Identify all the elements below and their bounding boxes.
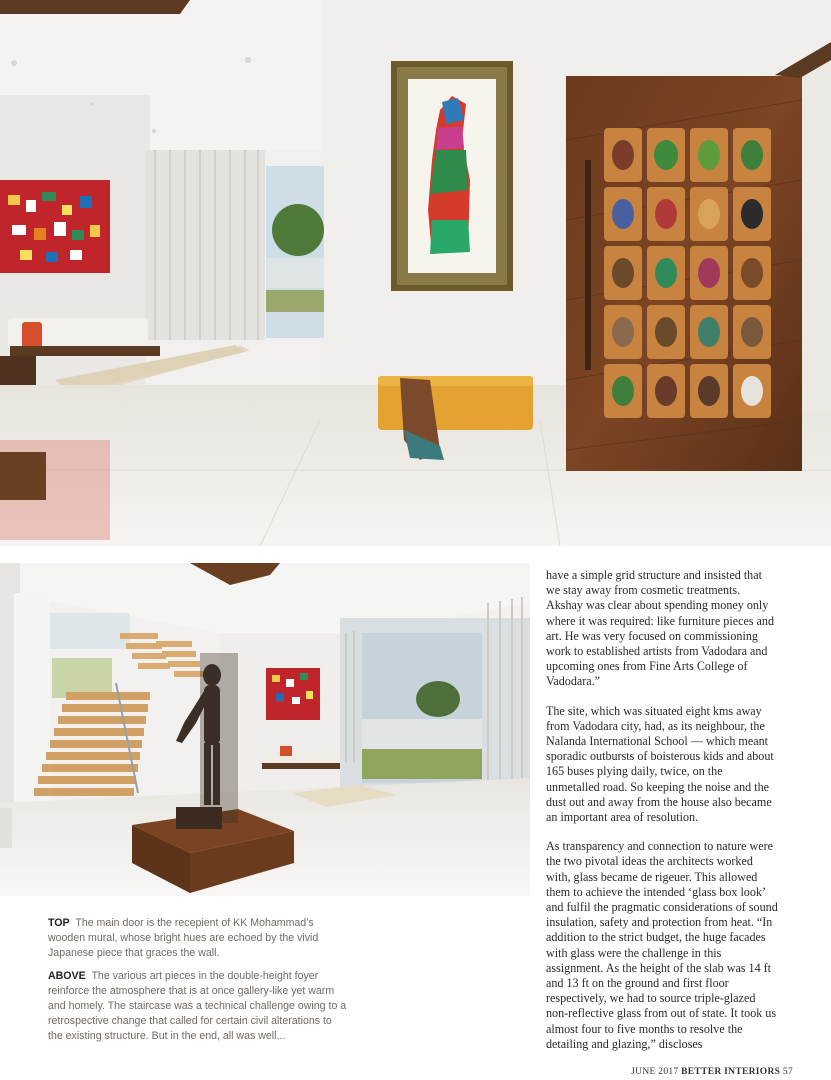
caption-top-label: TOP	[48, 917, 70, 929]
footer-date: JUNE 2017	[631, 1067, 679, 1077]
body-paragraph: As transparency and connection to nature were the two pivotal ideas the architects worked with, glass became de rigeuer. This allowed them to achieve the intended ‘glass box look’ and fulfil the pragmatic considerations of sound insulation, safety and protection from heat. “In addition to the strict budget, the huge facades with glass were the challenge in this assignment. As the height of the slab was 14 ft and 13 ft on the ground and first floor respectively, we had to source triple-glazed non-reflective glass from out of state. It took us almost four to five months to resolve the detailing and glazing,” discloses	[546, 839, 778, 1051]
footer-publication: BETTER INTERIORS	[681, 1067, 781, 1077]
caption-top-text: The main door is the recepient of KK Mohammad’s wooden mural, whose bright hues are echoed by the vivid Japanese piece that graces the wall.	[48, 917, 319, 959]
caption-above-label: ABOVE	[48, 970, 86, 982]
page-footer	[631, 1067, 793, 1077]
footer-page-number: 57	[782, 1067, 793, 1077]
bottom-photo-illustration	[0, 563, 530, 896]
caption-top	[48, 916, 348, 961]
caption-above-text: The various art pieces in the double-height foyer reinforce the atmosphere that is at once gallery-like yet warm and homely. The staircase was a technical challenge owing to a retrospective change that called for certain civil alterations to the existing structure. But in the end, all was well...	[48, 970, 347, 1042]
photo-captions	[48, 916, 348, 1052]
body-paragraph: The site, which was situated eight kms away from Vadodara city, had, as its neighbour, the Nalanda International School — which meant sporadic outbursts of boisterous kids and about 165 buses plying daily, twice, on the unmetalled road. So keeping the noise and the dust out and away from the house also became an important area of resolution.	[546, 703, 774, 825]
article-body	[546, 568, 778, 1066]
bottom-photo	[0, 563, 530, 896]
caption-above	[48, 969, 348, 1044]
body-paragraph: have a simple grid structure and insisted that we stay away from cosmetic treatments. Akshay was clear about spending money only where it was required: like furniture pieces and art. He was very focused on commissioning work to established artists from Vadodara and upcoming ones from Fine Arts College of Vadodara.”	[546, 568, 775, 689]
